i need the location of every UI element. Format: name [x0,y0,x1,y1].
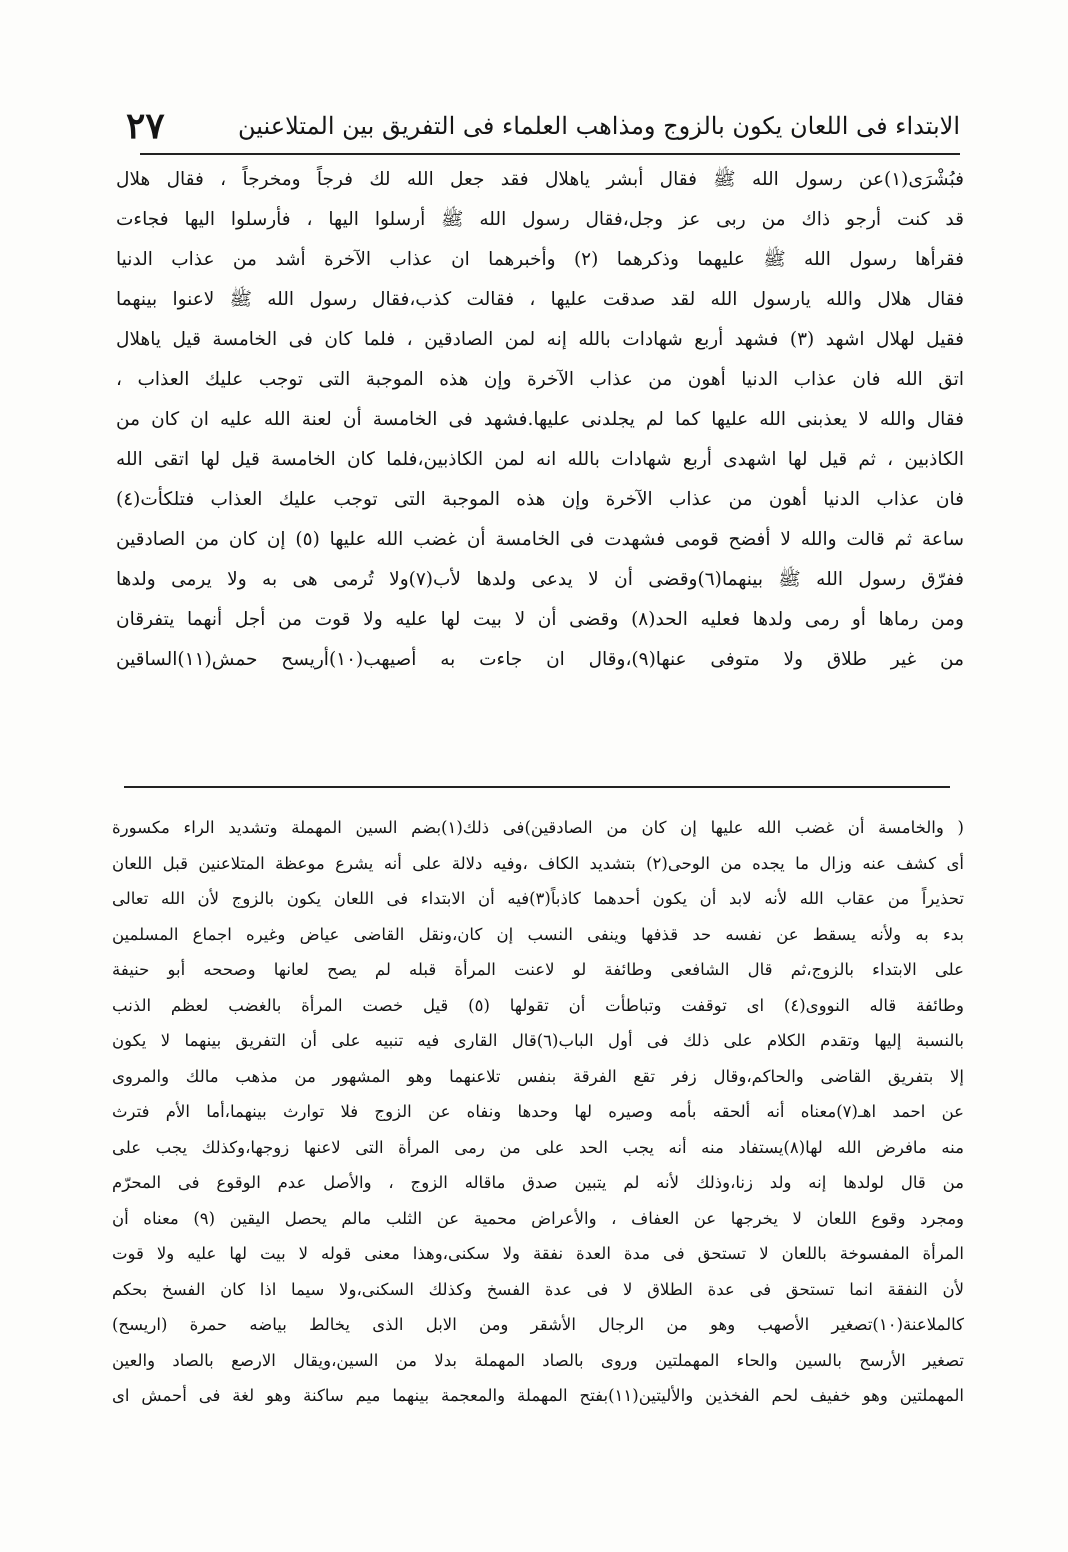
running-header [120,96,960,146]
main-text-line: فان عذاب الدنيا أهون من عذاب الآخرة وإن هذه الموجبة التى توجب عليك العذاب فتلكأت(٤) [116,489,964,510]
main-text-line: ففرّق رسول الله ﷺ بينهما(٦)وقضى أن لا يدعى ولدها لأب(٧)ولا تُرمى هى به ولا يرمى ولدها [116,569,964,590]
main-text-line: اتق الله فان عذاب الدنيا أهون من عذاب الآخرة وإن هذه الموجبة التى توجب عليك العذاب ، [116,369,964,390]
footnote-line: بدء به ولأنه يسقط عن نفسه حد قذفها وينفى النسب إن كان،ونقل القاضى عياض وغيره اجماع المسلمين [112,924,964,944]
footnote-line: أى كشف عنه وزال ما يجده من الوحى(٢) بتشديد الكاف ،وفيه دلالة على أنه يشرع موعظة المتلاعنين قبل اللعان [112,853,964,873]
main-text-line: فقال هلال والله يارسول الله لقد صدقت عليها ، فقالت كذب،فقال رسول الله ﷺ لاعنوا بينهما [116,289,964,310]
header-rule [140,153,960,155]
footnote-line: إلا بتفريق القاضى والحاكم،وقال زفر تقع الفرقة بنفس تلاعنهما وهو المشهور من مذهب مالك والمروى [112,1066,964,1086]
footnote-line: من قال لولدها إنه ولد زنا،وذلك لأنه لم يتبين صدق ماقاله الزوج ، والأصل عدم الوقوع فى المحرّم [112,1173,964,1192]
footnote-line: منه مافرض الله لها(٨)يستفاد منه أنه يجب الحد على من رمى المرأة التى لاعنها زوجها،وكذلك يجب على [112,1137,964,1157]
main-text-line: فقيل لهلال اشهد (٣) فشهد أربع شهادات بالله إنه لمن الصادقين ، فلما كان فى الخامسة قيل ياهلال [116,329,964,350]
main-text-line: قد كنت أرجو ذاك من ربى عز وجل،فقال رسول الله ﷺ أرسلوا اليها ، فأرسلوا اليها فجاءت [116,209,964,230]
main-text-line: ساعة ثم قالت والله لا أفضح قومى فشهدت فى الخامسة أن غضب الله عليها (٥) إن كان من الصادقين [116,529,964,550]
footnote-line: وطائفة قاله النووى(٤) اى توقفت وتباطأت أن تقولها (٥) قيل خصت المرأة بالغضب لعظم الذنب [112,995,964,1015]
footnote-line: المهملتين وهو خفيف لحم الفخذين والأليتين(١١)بفتح المهملة والمعجمة بينهما ميم ساكنة وهو لغة فى أحمش اى [112,1386,964,1405]
main-text-line: الكاذبين ، ثم قيل لها اشهدى أربع شهادات بالله انه لمن الكاذبين،فلما كان الخامسة قيل لها اتقى الله [116,449,964,470]
footnote-line: بالنسبة إليها وتقدم الكلام على ذلك فى أول الباب(٦)قال القارى فيه تنبيه على أن التفريق بينهما لا يكون [112,1031,964,1050]
main-text-line: فقال والله لا يعذبنى الله عليها كما لم يجلدنى عليها.فشهد فى الخامسة أن لعنة الله عليه ان كان من [116,409,964,430]
main-text-line: فقرأها رسول الله ﷺ عليهما وذكرهما (٢) وأخبرهما ان عذاب الآخرة أشد من عذاب الدنيا [116,249,964,270]
main-text-line: ومن رماها أو رمى ولدها فعليه الحد(٨) وقضى أن لا بيت لها عليه ولا قوت من أجل أنهما يتفرقان [116,609,964,630]
footnote-rule [124,786,950,788]
footnote-line: المرأة المفسوخة باللعان لا تستحق فى مدة العدة نفقة ولا سكنى،وهذا معنى قوله لا بيت لها عليه ولا قوت [112,1244,964,1263]
footnote-line: ( والخامسة أن غضب الله عليها إن كان من الصادقين)فى ذلك(١)بضم السين المهملة وتشديد الراء مكسورة [112,818,964,837]
footnote-line: تحذيراً من عقاب الله لأنه لابد أن يكون أحدهما كاذباً(٣)فيه أن الابتداء فى اللعان يكون بالزوج لأن الله تعالى [112,889,964,908]
footnote-line: عن احمد اهـ(٧)معناه أنه ألحقه بأمه وصيره لها وحدها ونفاه عن الزوج فلا توارث بينهما،أما الأم فترث [112,1102,964,1121]
footnote-line: على الابتداء بالزوج،ثم قال الشافعى وطائفة لو لاعنت المرأة قبله لم يصح لعانها وصححه أبو حنيفة [112,960,964,979]
main-text [116,160,964,680]
footnote-line: تصغير الأرسح بالسين والحاء المهملتين وروى بالصاد المهملة بدلا من السين،ويقال الارصع بالصاد والعين [112,1350,964,1370]
main-text-line: من غير طلاق ولا متوفى عنها(٩)،وقال ان جاءت به أصيهب(١٠)أريسح حمش(١١)الساقين [116,649,964,670]
main-text-line: فبُشْرَى(١)عن رسول الله ﷺ فقال أبشر ياهلال فقد جعل الله لك فرجاً ومخرجاً ، فقال هلال [116,169,964,190]
running-title: الابتداء فى اللعان يكون بالزوج ومذاهب العلماء فى التفريق بين المتلاعنين [238,112,960,140]
footnote-line: ومجرد وقوع اللعان لا يخرجها عن العفاف ، والأعراض محمية عن الثلب مالم يحصل اليقين (٩) معناه أن [112,1208,964,1228]
footnotes [112,810,964,1414]
footnote-line: لأن النفقة انما تستحق فى عدة الطلاق لا فى عدة الفسخ وكذلك السكنى،ولا سيما اذا كان الفسخ بحكم [112,1279,964,1299]
footnote-line: كالملاعنة(١٠)تصغير الأصهب وهو من الرجال الأشقر ومن الابل الذى يخالط بياضه حمرة (اريسح) [112,1315,964,1334]
page-number: ٢٧ [126,105,165,147]
